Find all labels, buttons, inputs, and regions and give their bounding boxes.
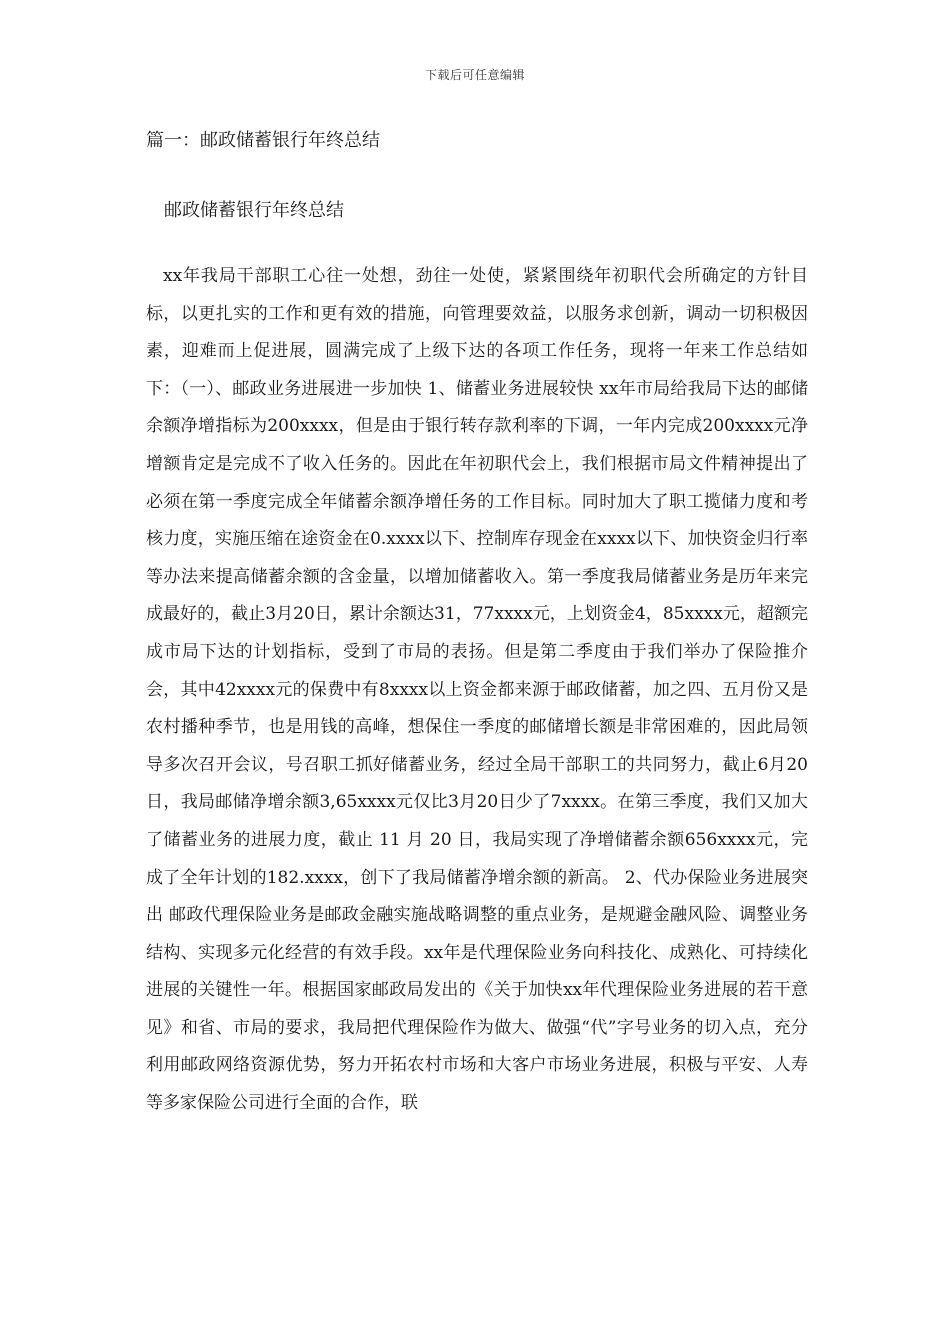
document-title: 邮政储蓄银行年终总结 [164, 200, 344, 221]
body-paragraph: xx年我局干部职工心往一处想，劲往一处使，紧紧围绕年初职代会所确定的方针目标，以更扎实的工作和更有效的措施，向管理要效益，以服务求创新，调动一切积极因素，迎难而上促进展，圆满完成了上级下达的各项工作任务，现将一年来工作总结如下：（一）、邮政业务进展进一步加快 1、储蓄业务进展较快 xx年市局给我局下达的邮储余额净增指标为200xxxx，但是由于银行转存款利率的下调，一年内完成200xxxx元净增额肯定是完成不了收入任务的。因此在年初职代会上，我们根据市局文件精神提出了必须在第一季度完成全年储蓄余额净增任务的工作目标。同时加大了职工揽储力度和考核力度，实施压缩在途资金在0.xxxx以下、控制库存现金在xxxx以下、加快资金归行率等办法来提高储蓄余额的含金量，以增加储蓄收入。第一季度我局储蓄业务是历年来完成最好的，截止3月20日，累计余额达31，77xxxx元，上划资金4，85xxxx元，超额完成市局下达的计划指标，受到了市局的表扬。但是第二季度由于我们举办了保险推介会，其中42xxxx元的保费中有8xxxx以上资金都来源于邮政储蓄，加之四、五月份又是农村播种季节，也是用钱的高峰，想保住一季度的邮储增长额是非常困难的，因此局领导多次召开会议，号召职工抓好储蓄业务，经过全局干部职工的共同努力，截止6月20日，我局邮储净增余额3,65xxxx元仅比3月20日少了7xxxx。在第三季度，我们又加大了储蓄业务的进展力度，截止 11 月 20 日，我局实现了净增储蓄余额656xxxx元，完成了全年计划的182.xxxx，创下了我局储蓄净增余额的新高。 2、代办保险业务进展突出 邮政代理保险业务是邮政金融实施战略调整的重点业务，是规避金融风险、调整业务结构、实现多元化经营的有效手段。xx年是代理保险业务向科技化、成熟化、可持续化进展的关键性一年。根据国家邮政局发出的《关于加快xx年代理保险业务进展的若干意见》和省、市局的要求，我局把代理保险作为做大、做强“代”字号业务的切入点，充分利用邮政网络资源优势，努力开拓农村市场和大客户市场业务进展，积极与平安、人寿等多家保险公司进行全面的合作，联 [146, 266, 808, 1114]
header-note: 下载后可任意编辑 [424, 68, 525, 82]
chapter-title: 篇一：邮政储蓄银行年终总结 [146, 130, 380, 151]
